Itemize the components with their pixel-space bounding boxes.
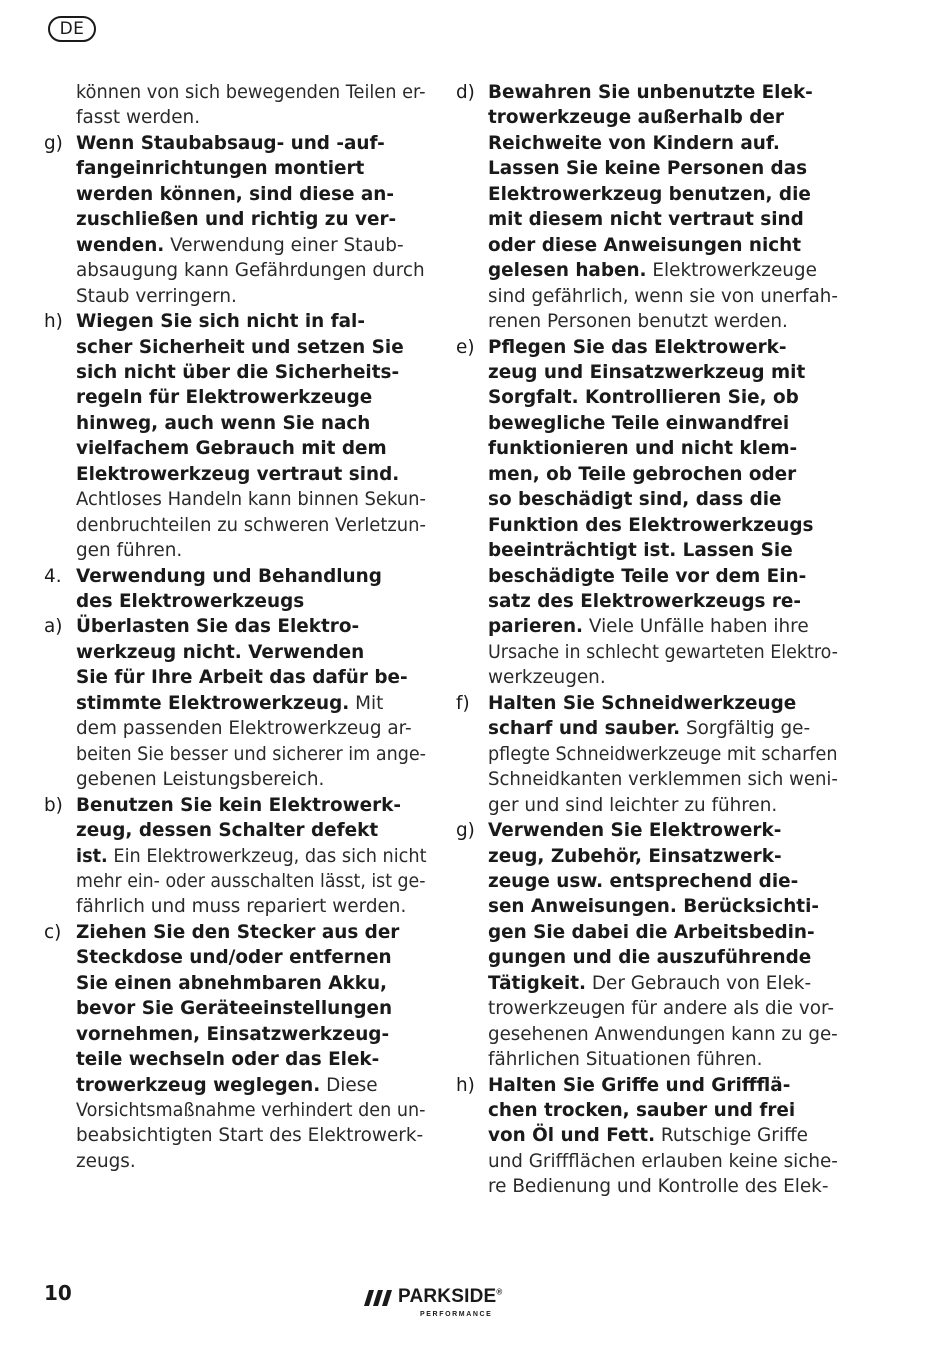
- body-text: gesehenen Anwendungen kann zu ge-: [488, 1024, 838, 1045]
- text-line: [488, 1073, 790, 1098]
- bold-text: vielfachem Gebrauch mit dem: [76, 438, 387, 459]
- text-line: [76, 1149, 136, 1174]
- text-line: [488, 945, 811, 970]
- bold-text: Sorgfalt. Kontrollieren Sie, ob: [488, 387, 799, 408]
- bold-text: trowerkzeuge außerhalb der: [488, 107, 784, 128]
- bold-text: zuschließen und richtig zu ver-: [76, 209, 397, 230]
- slash-mark-icon: [364, 1290, 394, 1306]
- body-text: Rutschige Griffe: [655, 1125, 808, 1146]
- text-line: [488, 436, 797, 461]
- text-line: [76, 335, 404, 360]
- bold-text: Benutzen Sie kein Elektrowerk-: [76, 795, 402, 816]
- text-line: [76, 105, 200, 130]
- text-line: [488, 996, 834, 1021]
- bold-text: trowerkzeug weglegen.: [76, 1075, 321, 1096]
- text-line: [76, 284, 237, 309]
- text-line: [488, 284, 838, 309]
- text-line: [488, 1123, 808, 1148]
- body-text: beiten Sie besser und sicherer im ange-: [76, 744, 426, 765]
- bold-text: Lassen Sie keine Personen das: [488, 158, 808, 179]
- bold-text: parieren.: [488, 616, 584, 637]
- body-text: re Bedienung und Kontrolle des Elek-: [488, 1176, 829, 1197]
- item-label: f): [456, 693, 470, 714]
- item-label: e): [456, 337, 475, 358]
- item-label: d): [456, 82, 475, 103]
- bold-text: stimmte Elektrowerkzeug.: [76, 693, 350, 714]
- text-line: [488, 793, 777, 818]
- bold-text: so beschädigt sind, dass die: [488, 489, 782, 510]
- bold-text: werden können, sind diese an-: [76, 184, 394, 205]
- bold-text: regeln für Elektrowerkzeuge: [76, 387, 373, 408]
- text-line: [76, 538, 182, 563]
- text-line: [488, 691, 796, 716]
- text-line: [488, 207, 804, 232]
- body-text: fährlichen Situationen führen.: [488, 1049, 763, 1070]
- text-line: [76, 385, 372, 410]
- bold-text: bevor Sie Geräteeinstellungen: [76, 998, 393, 1019]
- bold-text: fangeinrichtungen montiert: [76, 158, 365, 179]
- bold-text: werkzeug nicht. Verwenden: [76, 642, 365, 663]
- bold-text: Pflegen Sie das Elektrowerk-: [488, 337, 787, 358]
- text-line: [488, 335, 787, 360]
- bold-text: Wiegen Sie sich nicht in fal-: [76, 311, 365, 332]
- text-line: [488, 1098, 795, 1123]
- text-line: [76, 182, 394, 207]
- text-line: [488, 1174, 828, 1199]
- text-line: [488, 894, 819, 919]
- body-text: pflegte Schneidwerkzeuge mit scharfen: [488, 744, 838, 765]
- body-text: und Griffflächen erlauben keine siche-: [488, 1151, 838, 1172]
- text-line: [76, 1098, 425, 1123]
- brand-name: PARKSIDE®: [398, 1286, 503, 1307]
- text-line: [488, 1149, 838, 1174]
- body-text: fährlich und muss repariert werden.: [76, 896, 407, 917]
- text-line: [76, 793, 401, 818]
- bold-text: Halten Sie Griffe und Griffflä-: [488, 1075, 791, 1096]
- bold-text: des Elektrowerkzeugs: [76, 591, 305, 612]
- bold-text: von Öl und Fett.: [488, 1125, 656, 1146]
- text-line: [488, 869, 798, 894]
- text-line: [488, 665, 606, 690]
- item-label: 4.: [44, 566, 62, 587]
- item-label: g): [44, 133, 63, 154]
- bold-text: gungen und die auszuführende: [488, 947, 812, 968]
- body-text: Sorgfältig ge-: [680, 718, 811, 739]
- text-line: [76, 258, 425, 283]
- bold-text: Elektrowerkzeug benutzen, die: [488, 184, 811, 205]
- text-line: [76, 309, 365, 334]
- text-line: [76, 462, 399, 487]
- text-line: [76, 156, 364, 181]
- item-label: c): [44, 922, 62, 943]
- text-line: [76, 131, 385, 156]
- text-line: [76, 894, 406, 919]
- bold-text: Verwendung und Behandlung: [76, 566, 382, 587]
- text-line: [76, 436, 387, 461]
- bold-text: Elektrowerkzeug vertraut sind.: [76, 464, 400, 485]
- bold-text: men, ob Teile gebrochen oder: [488, 464, 797, 485]
- text-line: [76, 640, 364, 665]
- text-line: [488, 411, 789, 436]
- body-text: fasst werden.: [76, 107, 201, 128]
- text-line: [488, 513, 813, 538]
- brand-subline: PERFORMANCE: [420, 1311, 493, 1318]
- bold-text: Ziehen Sie den Stecker aus der: [76, 922, 400, 943]
- text-line: [76, 844, 427, 869]
- body-text: Schneidkanten verklemmen sich weni-: [488, 769, 838, 790]
- text-line: [488, 538, 793, 563]
- text-line: [488, 131, 780, 156]
- text-line: [76, 411, 370, 436]
- bold-text: scharf und sauber.: [488, 718, 681, 739]
- text-line: [76, 360, 399, 385]
- text-line: [488, 818, 781, 843]
- body-text: renen Personen benutzt werden.: [488, 311, 788, 332]
- bold-text: vornehmen, Einsatzwerkzeug-: [76, 1024, 390, 1045]
- text-line: [488, 80, 813, 105]
- text-line: [76, 589, 304, 614]
- text-line: [488, 640, 838, 665]
- language-badge: [48, 16, 96, 42]
- body-text: Der Gebrauch von Elek-: [586, 973, 812, 994]
- text-line: [76, 1022, 389, 1047]
- text-line: [76, 1123, 423, 1148]
- language-code: DE: [59, 19, 85, 39]
- body-text: Ein Elektrowerkzeug, das sich nicht: [107, 846, 427, 867]
- bold-text: beschädigte Teile vor dem Ein-: [488, 566, 807, 587]
- text-line: [76, 716, 412, 741]
- text-line: [76, 1047, 379, 1072]
- item-label: b): [44, 795, 63, 816]
- bold-text: mit diesem nicht vertraut sind: [488, 209, 804, 230]
- bold-text: chen trocken, sauber und frei: [488, 1100, 796, 1121]
- text-line: [488, 920, 815, 945]
- bold-text: funktionieren und nicht klem-: [488, 438, 798, 459]
- bold-text: Reichweite von Kindern auf.: [488, 133, 780, 154]
- body-text: sind gefährlich, wenn sie von unerfah-: [488, 286, 838, 307]
- text-line: [76, 513, 426, 538]
- body-text: beabsichtigten Start des Elektrowerk-: [76, 1125, 424, 1146]
- bold-text: sich nicht über die Sicherheits-: [76, 362, 400, 383]
- bold-text: Wenn Staubabsaug- und -auf-: [76, 133, 385, 154]
- item-label: g): [456, 820, 475, 841]
- bold-text: Funktion des Elektrowerkzeugs: [488, 515, 814, 536]
- text-line: [488, 844, 782, 869]
- text-line: [76, 767, 324, 792]
- body-text: denbruchteilen zu schweren Verletzun-: [76, 515, 426, 536]
- text-line: [76, 818, 378, 843]
- body-text: Elektrowerkzeuge: [646, 260, 817, 281]
- text-line: [488, 105, 784, 130]
- text-line: [76, 233, 404, 258]
- body-text: Mit: [349, 693, 384, 714]
- body-text: absaugung kann Gefährdungen durch: [76, 260, 425, 281]
- bold-text: zeug, dessen Schalter defekt: [76, 820, 379, 841]
- body-text: dem passenden Elektrowerkzeug ar-: [76, 718, 412, 739]
- bold-text: gen Sie dabei die Arbeitsbedin-: [488, 922, 815, 943]
- bold-text: bewegliche Teile einwandfrei: [488, 413, 790, 434]
- text-line: [488, 385, 799, 410]
- text-line: [488, 182, 811, 207]
- text-line: [76, 691, 383, 716]
- text-line: [488, 258, 817, 283]
- text-line: [488, 767, 838, 792]
- bold-text: zeug, Zubehör, Einsatzwerk-: [488, 846, 782, 867]
- text-line: [76, 1073, 378, 1098]
- body-text: werkzeugen.: [488, 667, 606, 688]
- bold-text: Überlasten Sie das Elektro-: [76, 616, 360, 637]
- bold-text: zeug und Einsatzwerkzeug mit: [488, 362, 806, 383]
- text-line: [76, 945, 392, 970]
- text-line: [488, 462, 796, 487]
- bold-text: teile wechseln oder das Elek-: [76, 1049, 380, 1070]
- body-text: Vorsichtsmaßnahme verhindert den un-: [76, 1100, 426, 1121]
- bold-text: Sie für Ihre Arbeit das dafür be-: [76, 667, 408, 688]
- text-line: [488, 487, 782, 512]
- text-line: [488, 360, 805, 385]
- text-line: [488, 716, 810, 741]
- text-line: [76, 742, 426, 767]
- text-line: [488, 614, 809, 639]
- text-line: [76, 614, 359, 639]
- body-text: Achtloses Handeln kann binnen Sekun-: [76, 489, 426, 510]
- bold-text: gelesen haben.: [488, 260, 647, 281]
- body-text: trowerkzeugen für andere als die vor-: [488, 998, 834, 1019]
- bold-text: zeuge usw. entsprechend die-: [488, 871, 799, 892]
- bold-text: Verwenden Sie Elektrowerk-: [488, 820, 782, 841]
- text-line: [76, 487, 426, 512]
- text-line: [488, 233, 801, 258]
- text-line: [488, 156, 807, 181]
- text-line: [76, 869, 425, 894]
- bold-text: Sie einen abnehmbaren Akku,: [76, 973, 388, 994]
- text-line: [76, 996, 392, 1021]
- bold-text: scher Sicherheit und setzen Sie: [76, 337, 404, 358]
- body-text: Staub verringern.: [76, 286, 237, 307]
- page-number: 10: [44, 1281, 72, 1305]
- bold-text: sen Anweisungen. Berücksichti-: [488, 896, 820, 917]
- body-text: gen führen.: [76, 540, 183, 561]
- body-text: Viele Unfälle haben ihre: [583, 616, 809, 637]
- body-text: können von sich bewegenden Teilen er-: [76, 82, 426, 103]
- bold-text: beeinträchtigt ist. Lassen Sie: [488, 540, 793, 561]
- text-line: [76, 920, 399, 945]
- body-text: gebenen Leistungsbereich.: [76, 769, 325, 790]
- text-line: [76, 665, 408, 690]
- bold-text: oder diese Anweisungen nicht: [488, 235, 802, 256]
- item-label: h): [44, 311, 63, 332]
- bold-text: Bewahren Sie unbenutzte Elek-: [488, 82, 813, 103]
- text-line: [76, 207, 396, 232]
- bold-text: Tätigkeit.: [488, 973, 587, 994]
- body-text: zeugs.: [76, 1151, 136, 1172]
- bold-text: Steckdose und/oder entfernen: [76, 947, 392, 968]
- body-text: Ursache in schlecht gewarteten Elektro-: [488, 642, 838, 663]
- text-line: [488, 971, 811, 996]
- bold-text: ist.: [76, 846, 108, 867]
- text-line: [488, 309, 788, 334]
- bold-text: satz des Elektrowerkzeugs re-: [488, 591, 802, 612]
- text-line: [488, 589, 801, 614]
- body-text: Diese: [320, 1075, 378, 1096]
- body-text: mehr ein- oder ausschalten lässt, ist ge-: [76, 871, 426, 892]
- text-line: [488, 742, 837, 767]
- text-line: [76, 971, 387, 996]
- bold-text: wenden.: [76, 235, 165, 256]
- parkside-logo: [364, 1286, 524, 1326]
- body-text: Verwendung einer Staub-: [164, 235, 404, 256]
- item-label: a): [44, 616, 63, 637]
- body-text: ger und sind leichter zu führen.: [488, 795, 778, 816]
- text-line: [488, 1022, 838, 1047]
- text-line: [76, 80, 426, 105]
- bold-text: hinweg, auch wenn Sie nach: [76, 413, 371, 434]
- bold-text: Halten Sie Schneidwerkzeuge: [488, 693, 797, 714]
- text-line: [76, 564, 382, 589]
- text-line: [488, 1047, 763, 1072]
- text-line: [488, 564, 806, 589]
- item-label: h): [456, 1075, 475, 1096]
